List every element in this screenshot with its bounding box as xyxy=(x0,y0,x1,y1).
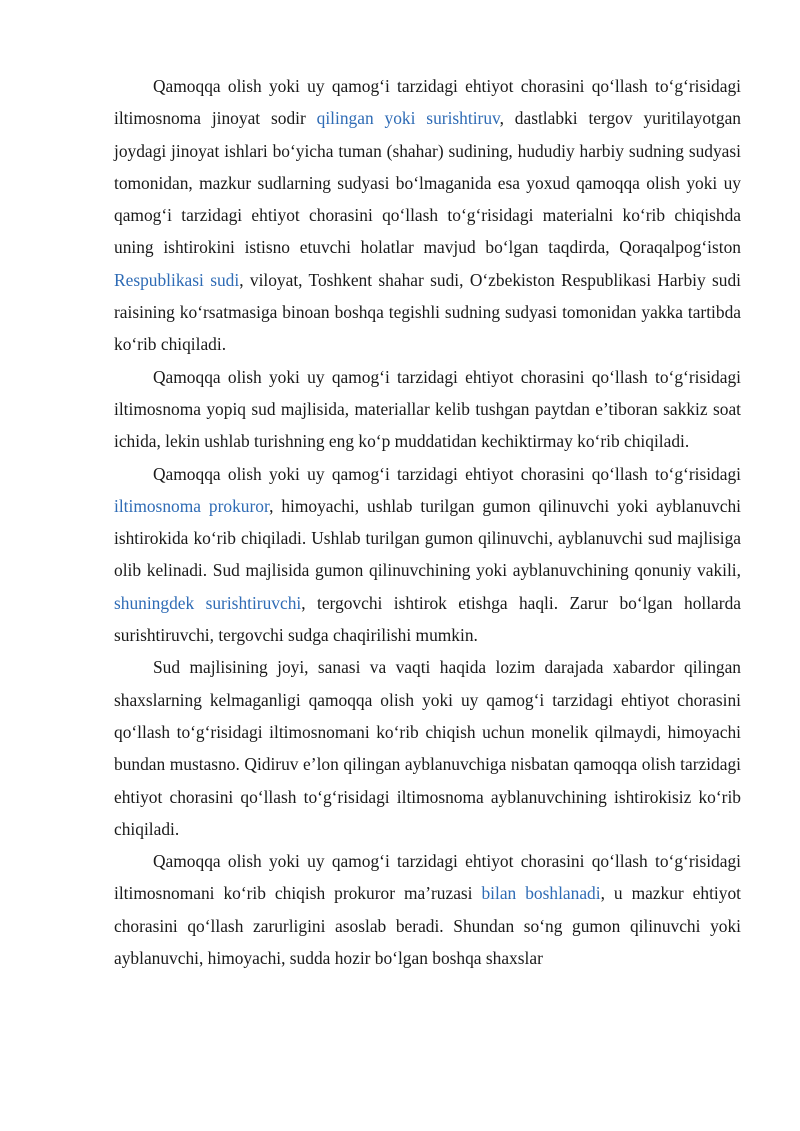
paragraph xyxy=(114,458,741,652)
text-segment: Qamoqqa olish yoki uy qamog‘i tarzidagi ehtiyot chorasini qo‘llash to‘g‘risidagi iltimosnomani ko‘rib chiqish prokuror ma’ruzasi xyxy=(114,851,741,904)
text-segment: Qamoqqa olish yoki uy qamog‘i tarzidagi ehtiyot chorasini qo‘llash to‘g‘risidagi xyxy=(153,463,741,484)
paragraph xyxy=(114,361,741,458)
hyperlink[interactable]: iltimosnoma prokuror xyxy=(114,495,270,516)
paragraph xyxy=(114,651,741,845)
text-segment: Qamoqqa olish yoki uy qamog‘i tarzidagi ehtiyot chorasini qo‘llash to‘g‘risidagi iltimosnoma jinoyat sodir xyxy=(114,76,741,129)
hyperlink[interactable]: qilingan yoki surishtiruv xyxy=(316,108,500,129)
document-page xyxy=(114,70,741,974)
text-segment: Qamoqqa olish yoki uy qamog‘i tarzidagi ehtiyot chorasini qo‘llash to‘g‘risidagi iltimosnoma yopiq sud majlisida, materiallar kelib tushgan paytdan e’tiboran sakkiz soat ichida, lekin ushlab turishning eng ko‘p muddatidan kechiktirmay ko‘rib chiqiladi. xyxy=(114,366,741,452)
text-segment: , viloyat, Toshkent shahar sudi, O‘zbekiston Respublikasi Harbiy sudi raisining ko‘rsatmasiga binoan boshqa tegishli sudning sudyasi tomonidan yakka tartibda ko‘rib chiqiladi. xyxy=(114,269,741,355)
hyperlink[interactable]: shuningdek surishtiruvchi xyxy=(114,592,302,613)
paragraph xyxy=(114,70,741,361)
paragraph xyxy=(114,845,741,974)
text-segment: , dastlabki tergov yuritilayotgan joydagi jinoyat ishlari bo‘yicha tuman (shahar) sudining, hududiy harbiy sudning sudyasi tomonidan, mazkur sudlarning sudyasi bo‘lmaganida esa yoxud qamoqqa olish yoki uy qamog‘i tarzidagi ehtiyot chorasini qo‘llash to‘g‘risidagi materialni ko‘rib chiqishda uning ishtirokini istisno etuvchi holatlar mavjud bo‘lgan taqdirda, Qoraqalpog‘iston xyxy=(114,108,741,258)
text-segment: , tergovchi ishtirok etishga haqli. Zarur bo‘lgan hollarda surishtiruvchi, tergovchi sudga chaqirilishi mumkin. xyxy=(114,592,741,646)
hyperlink[interactable]: Respublikasi sudi xyxy=(114,269,240,290)
text-segment: Sud majlisining joyi, sanasi va vaqti haqida lozim darajada xabardor qilingan shaxslarning kelmaganligi qamoqqa olish yoki uy qamog‘i tarzidagi ehtiyot chorasini qo‘llash to‘g‘risidagi iltimosnomani ko‘rib chiqish uchun monelik qilmaydi, himoyachi bundan mustasno. Qidiruv e’lon qilingan ayblanuvchiga nisbatan qamoqqa olish tarzidagi ehtiyot chorasini qo‘llash to‘g‘risidagi iltimosnoma ayblanuvchining ishtirokisiz ko‘rib chiqiladi. xyxy=(114,657,741,839)
text-segment: , himoyachi, ushlab turilgan gumon qilinuvchi yoki ayblanuvchi ishtirokida ko‘rib chiqiladi. Ushlab turilgan gumon qilinuvchi, ayblanuvchi sud majlisiga olib kelinadi. Sud majlisida gumon qilinuvchining yoki ayblanuvchining qonuniy vakili, xyxy=(114,495,741,581)
text-segment: , u mazkur ehtiyot chorasini qo‘llash zarurligini asoslab beradi. Shundan so‘ng gumon qilinuvchi yoki ayblanuvchi, himoyachi, sudda hozir bo‘lgan boshqa shaxslar xyxy=(114,883,741,969)
hyperlink[interactable]: bilan boshlanadi xyxy=(481,883,601,904)
